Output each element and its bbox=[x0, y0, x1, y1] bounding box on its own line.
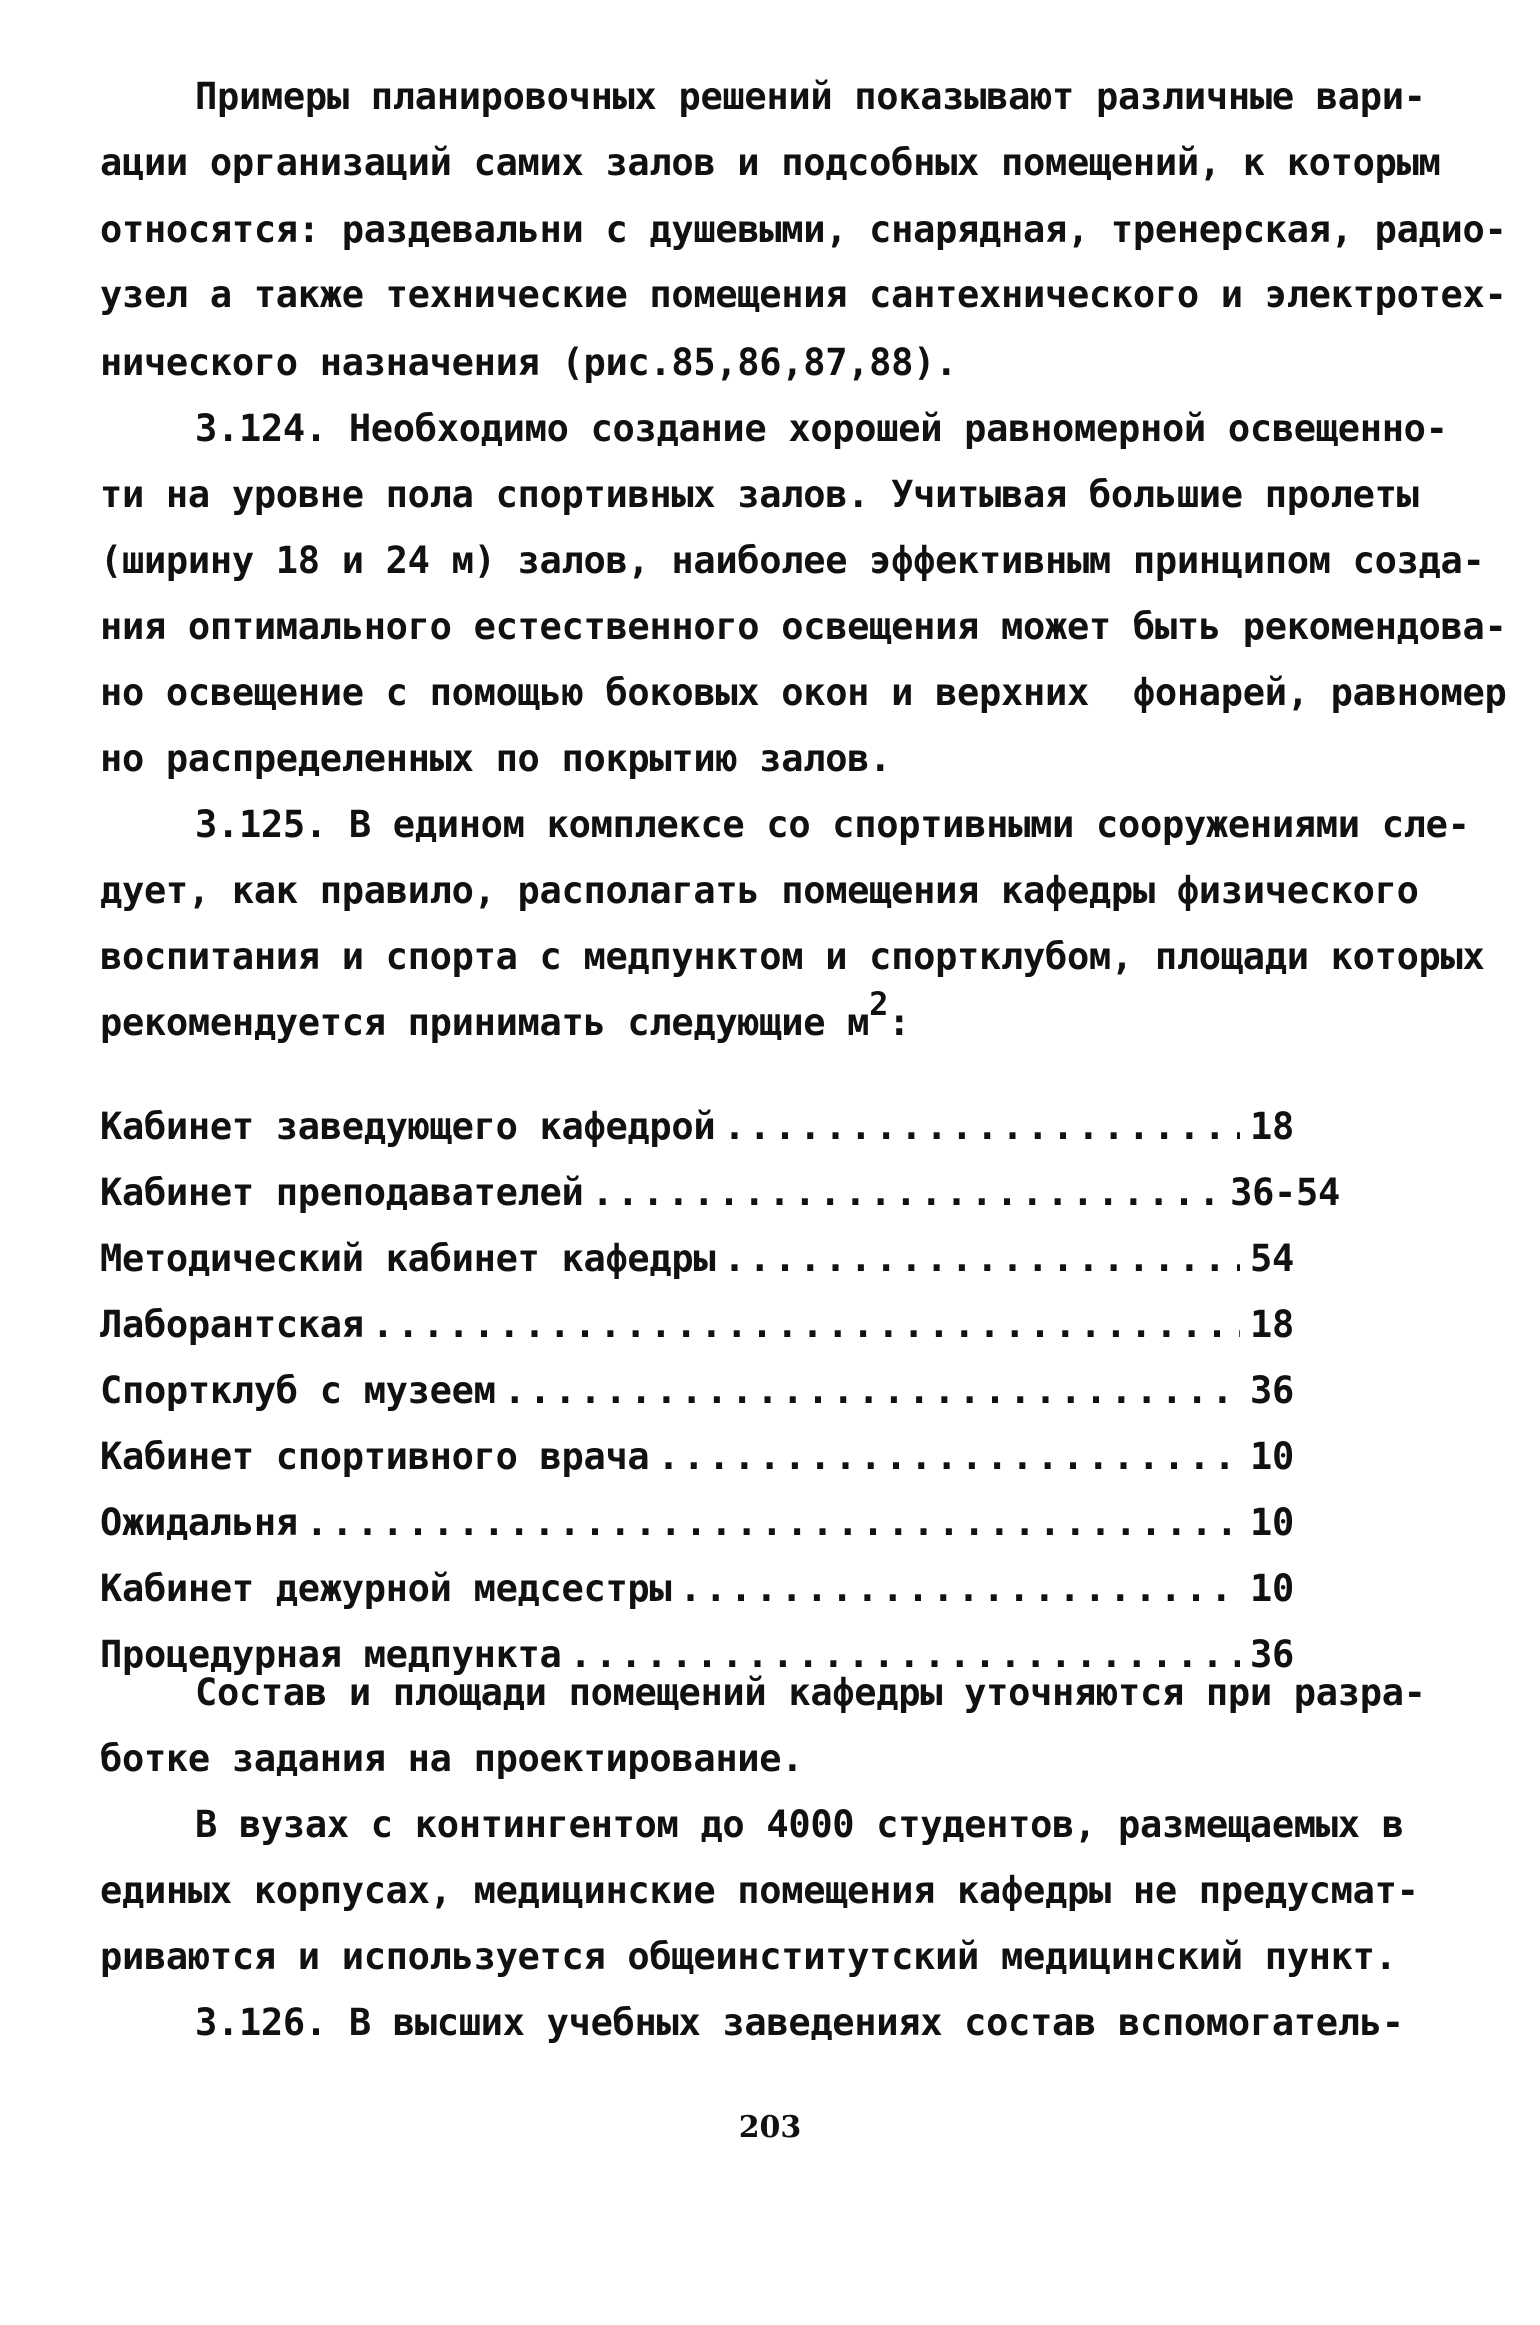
dot-leader bbox=[723, 1108, 1240, 1145]
room-area: 54 bbox=[1250, 1237, 1294, 1280]
room-area: 10 bbox=[1250, 1567, 1294, 1610]
room-name: Спортклуб с музеем bbox=[100, 1369, 496, 1412]
room-row bbox=[100, 1501, 1340, 1548]
square-meter-superscript: 2 bbox=[869, 985, 889, 1023]
room-area: 10 bbox=[1250, 1435, 1294, 1478]
room-area: 36 bbox=[1250, 1369, 1294, 1412]
dot-leader bbox=[723, 1240, 1240, 1277]
room-row bbox=[100, 1171, 1340, 1218]
room-area: 18 bbox=[1250, 1105, 1294, 1148]
room-row bbox=[100, 1303, 1340, 1350]
paragraph-1-line-2: ации организаций самих залов и подсобных помещений, к которым bbox=[100, 141, 1441, 184]
page-number: 203 bbox=[738, 2110, 802, 2145]
room-name: Кабинет спортивного врача bbox=[100, 1435, 650, 1478]
paragraph-3-line-3: воспитания и спорта с медпунктом и спортклубом, площади которых bbox=[100, 935, 1485, 978]
dot-leader bbox=[657, 1438, 1240, 1475]
room-area: 18 bbox=[1250, 1303, 1294, 1346]
paragraph-2-line-3: (ширину 18 и 24 м) залов, наиболее эффективным принципом созда- bbox=[100, 539, 1485, 582]
room-area: 36-54 bbox=[1230, 1171, 1340, 1214]
paragraph-3-line-1: 3.125. В едином комплексе со спортивными сооружениями сле- bbox=[195, 803, 1470, 846]
paragraph-4-line-1: Состав и площади помещений кафедры уточняются при разра- bbox=[195, 1671, 1426, 1714]
paragraph-2-line-2: ти на уровне пола спортивных залов. Учитывая большие пролеты bbox=[100, 473, 1419, 516]
room-name: Методический кабинет кафедры bbox=[100, 1237, 716, 1280]
dot-leader bbox=[570, 1636, 1241, 1673]
paragraph-2-line-4: ния оптимального естественного освещения может быть рекомендова- bbox=[100, 605, 1507, 648]
paragraph-6-line-1: 3.126. В высших учебных заведениях состав вспомогатель- bbox=[195, 2001, 1404, 2044]
paragraph-2-line-6: но распределенных по покрытию залов. bbox=[100, 737, 892, 780]
dot-leader bbox=[679, 1570, 1240, 1607]
paragraph-1-line-4: узел а также технические помещения сантехнического и электротех- bbox=[100, 273, 1507, 316]
paragraph-5-line-2: единых корпусах, медицинские помещения кафедры не предусмат- bbox=[100, 1869, 1419, 1912]
room-name: Кабинет дежурной медсестры bbox=[100, 1567, 672, 1610]
dot-leader bbox=[591, 1174, 1220, 1211]
paragraph-3-colon: : bbox=[888, 1001, 911, 1044]
paragraph-3-line-4 bbox=[100, 985, 911, 1044]
paragraph-5-line-1: В вузах с контингентом до 4000 студентов, размещаемых в bbox=[195, 1803, 1404, 1846]
dot-leader bbox=[504, 1372, 1240, 1409]
room-name: Ожидальня bbox=[100, 1501, 298, 1544]
room-area: 36 bbox=[1250, 1633, 1294, 1676]
paragraph-1-line-3: относятся: раздевальни с душевыми, снарядная, тренерская, радио- bbox=[100, 208, 1507, 251]
paragraph-1-line-1: Примеры планировочных решений показывают различные вари- bbox=[195, 75, 1426, 118]
room-name: Лаборантская bbox=[100, 1303, 364, 1346]
dot-leader bbox=[306, 1504, 1240, 1541]
room-name: Кабинет заведующего кафедрой bbox=[100, 1105, 716, 1148]
paragraph-3-line-2: дует, как правило, располагать помещения кафедры физического bbox=[100, 869, 1419, 912]
paragraph-5-line-3: риваются и используется общеинститутский медицинский пункт. bbox=[100, 1935, 1397, 1978]
room-row bbox=[100, 1237, 1340, 1284]
paragraph-2-line-1: 3.124. Необходимо создание хорошей равномерной освещенно- bbox=[195, 407, 1448, 450]
paragraph-4-line-2: ботке задания на проектирование. bbox=[100, 1737, 804, 1780]
dot-leader bbox=[372, 1306, 1240, 1343]
paragraph-2-line-5: но освещение с помощью боковых окон и верхних фонарей, равномер bbox=[100, 671, 1507, 714]
paragraph-3-line-4-text: рекомендуется принимать следующие м bbox=[100, 1001, 870, 1044]
room-area: 10 bbox=[1250, 1501, 1294, 1544]
room-row bbox=[100, 1435, 1340, 1482]
room-name: Кабинет преподавателей bbox=[100, 1171, 584, 1214]
room-row bbox=[100, 1567, 1340, 1614]
paragraph-1-line-5: нического назначения (рис.85,86,87,88). bbox=[100, 341, 958, 384]
room-row bbox=[100, 1105, 1340, 1152]
room-name: Процедурная медпункта bbox=[100, 1633, 562, 1676]
room-row bbox=[100, 1369, 1340, 1416]
